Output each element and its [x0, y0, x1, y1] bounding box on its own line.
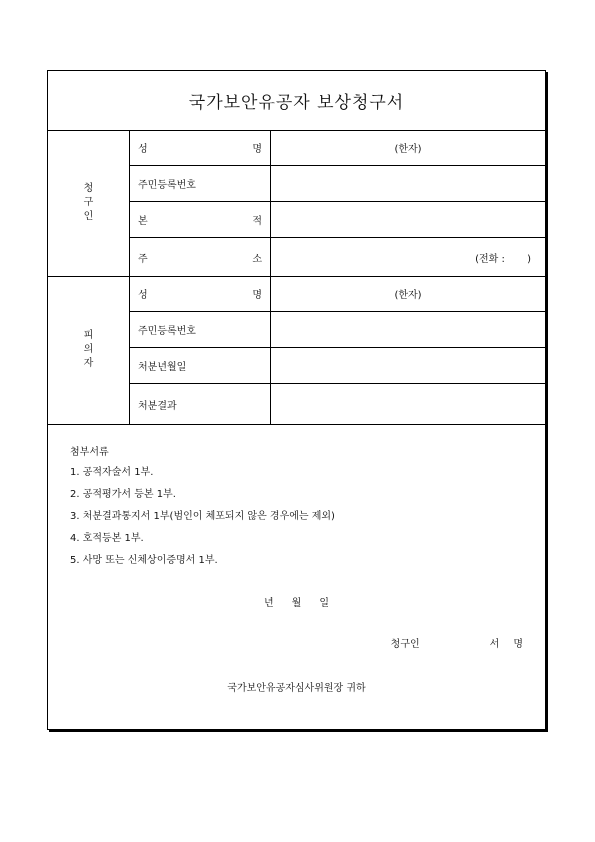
claimant-label: [48, 130, 130, 276]
victim-label-char: 자: [83, 358, 94, 369]
claimant-id-field[interactable]: [271, 166, 545, 201]
attachment-item: 2. 공적평가서 등본 1부.: [70, 489, 176, 500]
claimant-domicile-field[interactable]: [271, 202, 545, 237]
victim-name-row: [130, 276, 545, 312]
victim-id-label: 주민등록번호: [130, 312, 271, 347]
attachment-item: 3. 처분결과통지서 1부(범인이 체포되지 않은 경우에는 제외): [70, 511, 335, 522]
signature-char: 서: [489, 639, 500, 650]
signature-char: 명: [513, 639, 523, 650]
attachments-list: [70, 462, 335, 572]
label-char: 소: [252, 253, 262, 265]
date-line: [48, 594, 545, 609]
signature-mark: [490, 635, 523, 650]
attachment-item: 1. 공적자술서 1부.: [70, 467, 154, 478]
attachment-item: 5. 사망 또는 신체상이증명서 1부.: [70, 555, 218, 566]
label-char: 성: [138, 290, 148, 301]
label-char: 본: [138, 216, 148, 227]
attachment-item: 4. 호적등본 1부.: [70, 533, 144, 544]
claimant-address-field[interactable]: [271, 238, 545, 276]
claimant-label-char: 인: [83, 211, 94, 222]
victim-name-field[interactable]: [271, 276, 545, 311]
victim-name-hint: (한자): [394, 290, 422, 301]
claimant-id-row: [130, 166, 545, 202]
victim-label-char: 피: [83, 330, 94, 341]
claimant-name-field[interactable]: [271, 130, 545, 165]
claimant-name-row: [130, 130, 545, 166]
victim-section: [48, 276, 545, 425]
victim-disposition-date-row: [130, 348, 545, 384]
label-char: 명: [252, 290, 262, 301]
victim-label-char: 의: [83, 344, 94, 355]
claim-form: [47, 70, 546, 730]
victim-disposition-date-field[interactable]: [271, 348, 545, 383]
claimant-name-label: [130, 130, 271, 165]
form-title: 국가보안유공자 보상청구서: [188, 93, 405, 113]
label-char: 성: [138, 144, 148, 155]
claimant-label-char: 구: [83, 197, 94, 208]
title-row: [48, 71, 545, 131]
claimant-address-row: [130, 238, 545, 276]
victim-label: [48, 276, 130, 424]
date-day: 일: [319, 598, 329, 609]
recipient: 국가보안유공자심사위원장 귀하: [227, 683, 366, 694]
label-char: 명: [252, 144, 262, 155]
victim-disposition-result-label: 처분결과: [130, 384, 271, 424]
victim-name-label: [130, 276, 271, 311]
claimant-domicile-row: [130, 202, 545, 238]
label-char: 적: [252, 216, 262, 227]
attachments-title: 첨부서류: [70, 447, 109, 458]
date-year: 년: [263, 598, 274, 609]
label-char: 주: [138, 253, 148, 265]
claimant-domicile-label: [130, 202, 271, 237]
victim-disposition-result-row: [130, 384, 545, 424]
claimant-section: [48, 130, 545, 277]
signature-line: [391, 635, 523, 650]
claimant-id-label: 주민등록번호: [130, 166, 271, 201]
victim-disposition-result-field[interactable]: [271, 384, 545, 424]
claimant-name-hint: (한자): [394, 144, 422, 155]
claimant-address-label: [130, 238, 271, 276]
victim-id-row: [130, 312, 545, 348]
attachments-section: [48, 424, 545, 729]
claimant-label-char: 청: [83, 183, 94, 194]
signature-role: 청구인: [390, 639, 420, 650]
phone-hint: (전화 : ): [475, 253, 531, 265]
date-month: 월: [291, 598, 302, 609]
victim-disposition-date-label: 처분년월일: [130, 348, 271, 383]
victim-id-field[interactable]: [271, 312, 545, 347]
